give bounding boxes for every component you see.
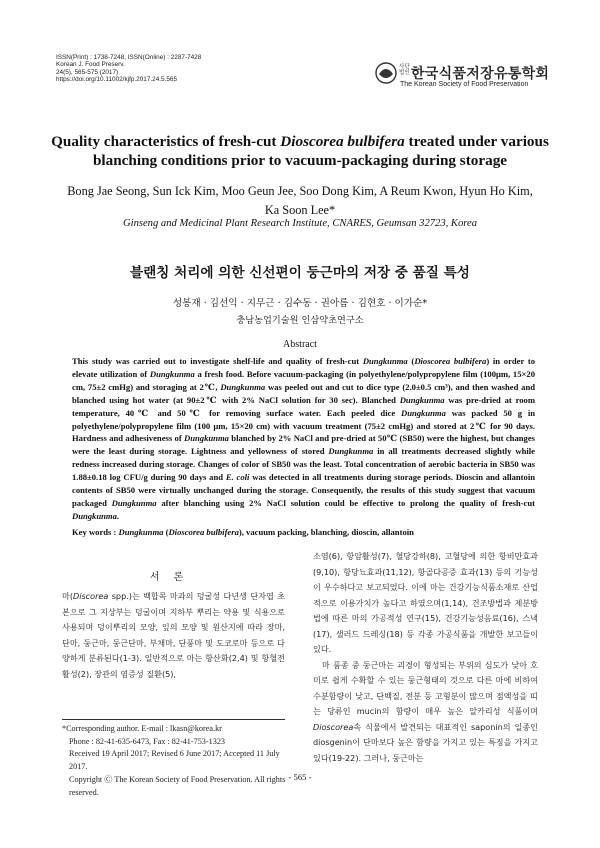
journal-abbrev: Korean J. Food Preserv. (56, 61, 125, 69)
intro-paragraph-2: 마 품종 중 둥근마는 괴경이 형성되는 부위의 심도가 낮아 호미로 쉽게 수확할 수 있는 둥근형태의 것으로 다른 마에 비하여 수분함량이 낮고, 단백질, 전분 등 고형분이 많으며 점액성을 띠는 당류인 mucin의 함량이 매우 높은 알카리성 식품이며 Dioscorea속 식물에서 발견되는 대표적인 saponin의 일종인 diosgenin이 단마보다 높은 함량을 가지고 있는 특징을 가지고 있다(19-22). 그러나, 둥근마는 (313, 659, 538, 763)
korean-affiliation: 충남농업기술원 인삼약초연구소 (236, 315, 364, 326)
society-name-ko: 한국식품저장유통학회 (411, 66, 550, 82)
doi-link[interactable]: https://doi.org/10.11002/kjfp.2017.24.5.565 (56, 76, 178, 84)
history-dates: Received 19 April 2017; Revised 6 June 2017; Accepted 11 July 2017. (69, 749, 280, 772)
intro-right-column (313, 549, 538, 766)
society-emblem-icon (375, 62, 397, 84)
page-number: - 565 - (288, 772, 312, 782)
abstract-body: This study was carried out to investigate shelf-life and quality of fresh-cut Dungkunma (Dioscorea bulbifera) in order to elevate utilization of Dungkunma a fresh food. Before vacuum-packaging (in polyethylene/polypropylene film (100μm, 15×20 cm, 75±2 cmHg) and storaging at 2℃, Dungkunma was peeled out and cut to dice type (2.0±0.5 cm³), and then washed and blanched using hot water (at 90±2℃ with 2% NaCl solution for 30 sec). Blanched Dungkunma was pre-dried at room temperature, 40℃ and 50℃ for removing surface water. Each peeled dice Dungkunma was packed 50 g in polyethylene/polypropylene film (100 μm, 15×20 cm) with vacuum treatment (75±2 cmHg) and stored at 2℃ for 90 days. Hardness and adhesiveness of Dungkunma blanched by 2% NaCl and pre-dried at 50℃ (SB50) were the highest, but changes were the least during storage. Lightness and yellowness of stored Dungkunma in all treatments decreased slightly while redness increased during storage. Changes of color of SB50 was the least. Total concentration of aerobic bacteria in SB50 was 1.88±0.18 log CFU/g during 90 days and E. coli was detected in all treatments during storage periods. Dioscin and allantoin contents of SB50 were virtually unchanged during the storage. Consequently, the results of this study suggest that vacuum packaged Dungkunma after blanching using 2% NaCl solution could be effective to prolong the quality of fresh-cut Dungkunma. (72, 356, 536, 521)
intro-paragraph-1: 소염(6), 항암활성(7), 혈당강하(8), 고혈당에 의한 항비만효과(9,10), 항당뇨효과(11,12), 항골다공증 효과(13) 등의 기능성이 우수하다고 보고되었다. 이에 마는 건강기능식품소재로 산업적으로 이용가치가 높다고 하였으며(1,14), 건조방법과 제분방법에 따른 마의 가공적성 연구(15), 건강기능성음료(16), 스낵(17), 샐러드 드레싱(18) 등 각종 가공식품을 개발한 보고들이 있다. (313, 551, 538, 654)
paper-title: Quality characteristics of fresh-cut Dioscorea bulbifera treated under various blanching conditions prior to vacuum-packaging during storage (51, 133, 549, 169)
section-heading-introduction: 서론 (149, 572, 198, 583)
korean-title: 블랜칭 처리에 의한 신선편이 둥근마의 저장 중 품질 특성 (130, 265, 470, 281)
society-name-en: The Korean Society of Food Preservation (400, 81, 529, 88)
correspondence-footnote (62, 723, 292, 799)
intro-left-column: 마(Discorea spp.)는 백합목 마과의 덩굴성 다년생 단자엽 초본으로 그 지상부는 덩굴이며 지하부 뿌리는 약용 및 식용으로 사용되며 덩이뿌리의 모양, 잎의 모양 및 원산지에 따라 장마, 단마, 둥근마, 둥근단마, 부채마, 단풍마 및 도코로마 등으로 다양하게 분류된다(1-3). 일반적으로 마는 항산화(2,4) 및 항혈전 활성(2), 장관의 염증성 질환(5), (62, 591, 285, 679)
society-prefix: 사단 법인 (399, 64, 410, 77)
corresponding-email: *Corresponding author. E-mail : lkasn@korea.kr (62, 724, 222, 733)
journal-volume: 24(5), 565-575 (2017) (56, 68, 119, 76)
issn-line: ISSN(Print) : 1738-7248, ISSN(Online) : 2287-7428 (56, 54, 202, 61)
footnote-divider (62, 719, 285, 720)
society-logo (375, 60, 555, 96)
korean-author-list: 성봉재 · 김선익 · 지무근 · 김수동 · 권아름 · 김현호 · 이가순* (172, 298, 428, 309)
abstract-heading: Abstract (283, 339, 317, 350)
journal-meta (56, 54, 201, 84)
author-list: Bong Jae Seong, Sun Ick Kim, Moo Geun Jee, Soo Dong Kim, A Reum Kwon, Hyun Ho Kim, Ka Soon Lee* (67, 184, 533, 217)
copyright: Copyright Ⓒ The Korean Society of Food Preservation. All rights reserved. (69, 774, 286, 797)
keywords: Key words : Dungkunma (Dioscorea bulbifera), vacuum packing, blanching, dioscin, allantoin (72, 527, 414, 537)
affiliation: Ginseng and Medicinal Plant Research Institute, CNARES, Geumsan 32723, Korea (122, 218, 478, 229)
corresponding-phone: Phone : 82-41-635-6473, Fax : 82-41-753-1323 (69, 736, 226, 746)
